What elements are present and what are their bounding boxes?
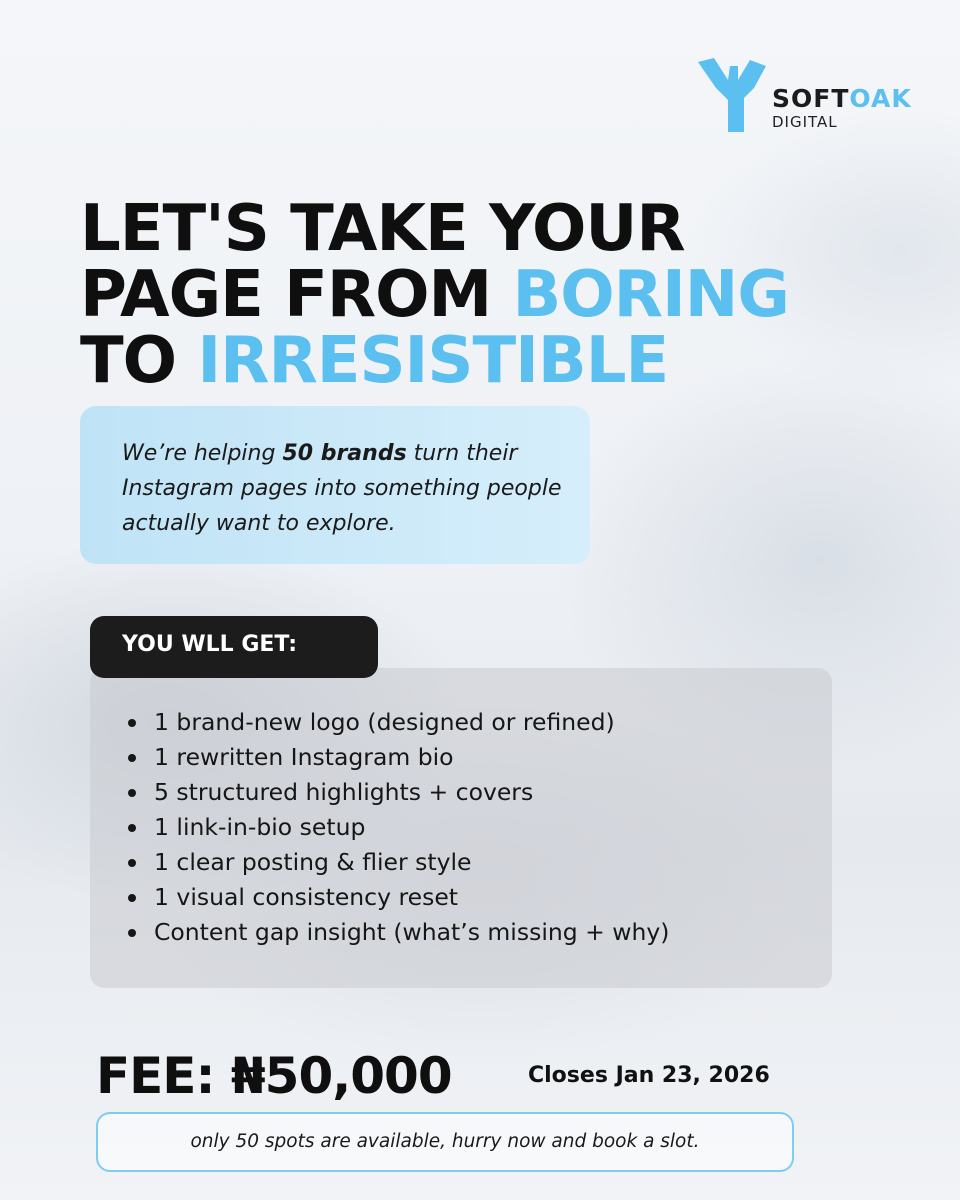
list-item: 5 structured highlights + covers	[124, 775, 669, 810]
headline-line-3: TO IRRESISTIBLE	[80, 324, 669, 398]
list-item: 1 visual consistency reset	[124, 880, 669, 915]
benefits-heading: YOU WLL GET:	[122, 632, 298, 657]
list-item: Content gap insight (what’s missing + why)	[124, 915, 669, 950]
headline-accent-irresistible: IRRESISTIBLE	[197, 324, 669, 398]
list-item: 1 brand-new logo (designed or refined)	[124, 705, 669, 740]
list-item: 1 clear posting & flier style	[124, 845, 669, 880]
list-item: 1 rewritten Instagram bio	[124, 740, 669, 775]
brand-name: SOFTOAK	[772, 84, 912, 113]
headline-line-2: PAGE FROM BORING	[80, 258, 789, 332]
brand-subtitle: DIGITAL	[772, 113, 838, 131]
spots-notice-text: only 50 spots are available, hurry now and book a slot.	[190, 1131, 700, 1152]
closing-date: Closes Jan 23, 2026	[528, 1063, 770, 1088]
intro-highlight: 50 brands	[282, 441, 407, 466]
spots-notice	[96, 1112, 794, 1172]
fee-label: FEE: ₦50,000	[96, 1047, 452, 1105]
intro-box	[80, 406, 590, 564]
benefits-list	[124, 705, 669, 950]
softoak-tree-icon	[698, 58, 768, 132]
headline	[80, 192, 900, 398]
headline-accent-boring: BORING	[512, 258, 789, 332]
list-item: 1 link-in-bio setup	[124, 810, 669, 845]
headline-line-1: LET'S TAKE YOUR	[80, 192, 685, 266]
softoak-logo	[698, 58, 912, 133]
intro-text: We’re helping 50 brands turn their Instagram pages into something people actually want to explore.	[122, 441, 562, 536]
benefits-heading-tag	[90, 616, 378, 678]
